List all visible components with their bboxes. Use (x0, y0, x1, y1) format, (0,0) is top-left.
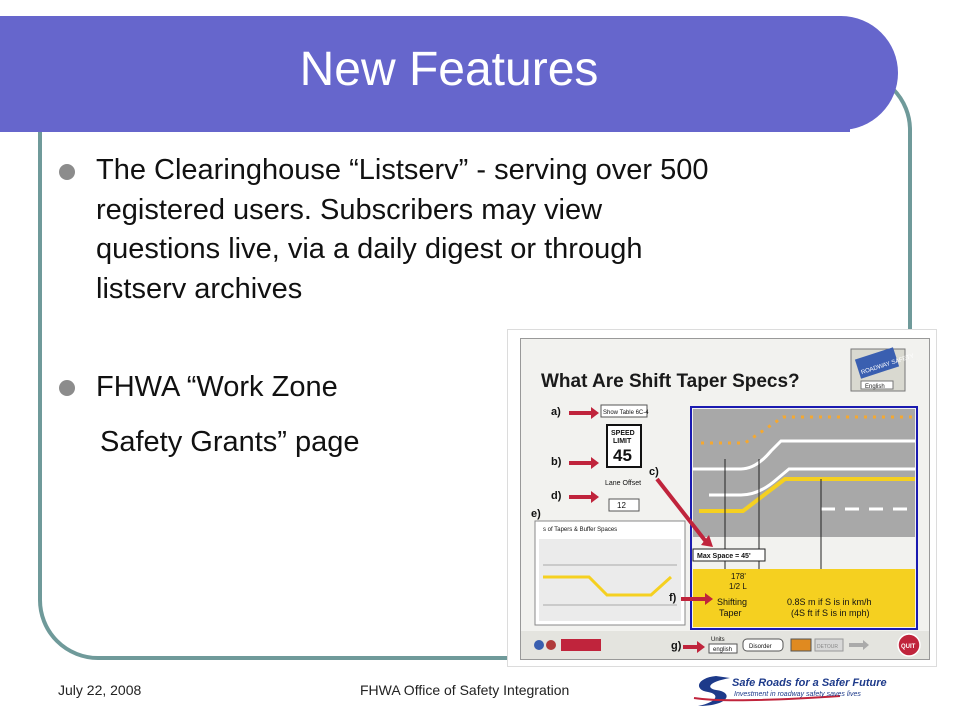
bullet-2-line-2: Safety Grants” page (100, 426, 360, 458)
back-button[interactable] (791, 639, 811, 651)
svg-text:b): b) (551, 456, 562, 468)
svg-text:45: 45 (613, 446, 632, 465)
svg-text:ROADWAY SAFETY: ROADWAY SAFETY (860, 353, 915, 377)
roadway-safety-badge (851, 347, 915, 391)
svg-text:Lane Offset: Lane Offset (605, 480, 642, 487)
svg-text:SPEED: SPEED (611, 430, 635, 437)
bullet-1-line-4: listserv archives (96, 273, 303, 305)
bullet-1-line-1: The Clearinghouse “Listserv” - serving over 500 (96, 154, 709, 186)
screenshot-heading: What Are Shift Taper Specs? (541, 371, 800, 392)
svg-text:12: 12 (617, 501, 626, 510)
svg-text:0.8S m if S is in km/h: 0.8S m if S is in km/h (787, 597, 872, 607)
title-underline (0, 128, 850, 132)
arrow-icon (569, 457, 599, 469)
safe-roads-logo (690, 672, 912, 710)
svg-text:f): f) (669, 592, 677, 604)
svg-text:Disorder: Disorder (749, 644, 772, 650)
screenshot-panel (520, 338, 930, 660)
svg-text:c): c) (649, 466, 659, 478)
road-surface (693, 409, 915, 537)
svg-text:Show Table 6C-4: Show Table 6C-4 (603, 410, 649, 416)
svg-text:QUIT: QUIT (901, 644, 916, 650)
work-zone-screenshot (508, 330, 936, 666)
bullet-1-line-3: questions live, via a daily digest or through (96, 233, 643, 265)
svg-text:(4S ft if S is in mph): (4S ft if S is in mph) (791, 608, 870, 618)
svg-text:Shifting: Shifting (717, 597, 748, 607)
svg-text:Safe Roads for a Safer Future: Safe Roads for a Safer Future (732, 677, 887, 689)
svg-text:178': 178' (731, 572, 746, 581)
footer-office: FHWA Office of Safety Integration (360, 682, 570, 698)
arrow-icon (569, 407, 599, 419)
bullet-2-line-1: FHWA “Work Zone (96, 371, 338, 403)
svg-text:d): d) (551, 490, 562, 502)
swoosh-icon (698, 676, 730, 706)
bullet-1-line-2: registered users. Subscribers may view (96, 194, 603, 226)
partner-logo-icon (534, 640, 544, 650)
slide-title: New Features (299, 43, 599, 96)
svg-text:g): g) (671, 640, 682, 652)
bullet-marker (59, 164, 75, 180)
svg-text:s of Tapers & Buffer Spaces: s of Tapers & Buffer Spaces (543, 527, 618, 533)
svg-text:Investment in roadway safety s: Investment in roadway safety saves lives (734, 691, 861, 698)
svg-text:Taper: Taper (719, 608, 742, 618)
svg-text:LIMIT: LIMIT (613, 438, 632, 445)
svg-text:Max Space = 45': Max Space = 45' (697, 553, 751, 560)
footer-date: July 22, 2008 (58, 682, 142, 698)
svg-text:1/2 L: 1/2 L (729, 582, 747, 591)
shift-taper-illustration (521, 339, 929, 659)
bullet-marker (59, 380, 75, 396)
partner-logo-icon (546, 640, 556, 650)
svg-text:Units: Units (711, 637, 725, 643)
arrow-icon (569, 491, 599, 503)
svg-text:DETOUR: DETOUR (817, 644, 839, 650)
mini-table-body (539, 539, 681, 621)
svg-text:English: English (865, 384, 885, 390)
svg-text:english: english (713, 647, 733, 653)
partner-logo-icon (561, 639, 601, 651)
svg-text:e): e) (531, 508, 541, 520)
svg-text:a): a) (551, 406, 561, 418)
